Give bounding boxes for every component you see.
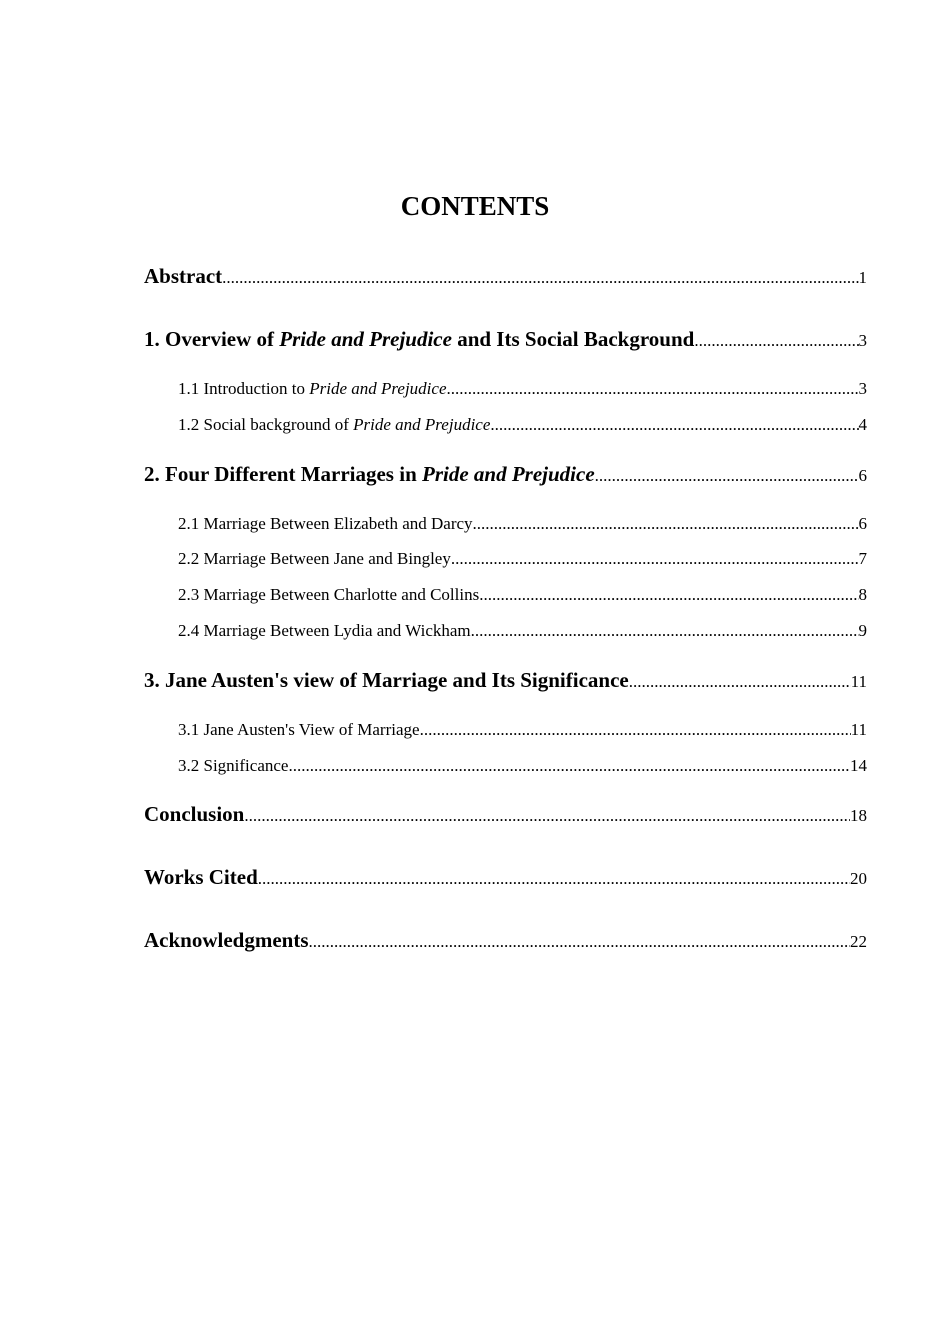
dot-leader [244,803,850,829]
page-title: CONTENTS [400,191,550,221]
toc-entry-acknowledgments[interactable] [144,927,867,955]
toc-entry-conclusion[interactable] [144,801,867,829]
dot-leader [451,548,859,570]
toc-entry-label: Acknowledgments [144,928,309,952]
toc-entry-label: 3.1 Jane Austen's View of Marriage [178,720,420,739]
toc-page-number: 3 [858,331,867,350]
dot-leader [288,755,850,777]
toc-entry-label: 3. Jane Austen's view of Marriage and Its Significance [144,668,629,692]
toc-page-number: 11 [850,720,867,739]
toc-entry-section-3-1[interactable] [178,719,867,741]
toc-entry-works-cited[interactable] [144,864,867,892]
dot-leader [420,719,851,741]
toc-entry-section-2-2[interactable] [178,548,867,570]
dot-leader [471,620,859,642]
toc-page-number: 8 [858,585,867,604]
toc-entry-label: 1.2 Social background of Pride and Prejudice [178,415,491,434]
toc-page-number: 18 [850,806,867,825]
toc-entry-section-1-1[interactable] [178,378,867,400]
dot-leader [490,414,858,436]
toc-page-number: 22 [850,932,867,951]
toc-entry-label: 2. Four Different Marriages in Pride and Prejudice [144,462,595,486]
dot-leader [629,669,851,695]
toc-entry-section-2-1[interactable] [178,513,867,535]
toc-entry-label: 2.2 Marriage Between Jane and Bingley [178,549,451,568]
toc-page-number: 20 [850,869,867,888]
toc-entry-section-2-4[interactable] [178,620,867,642]
toc-entry-abstract[interactable] [144,263,867,291]
toc-entry-chapter-2[interactable] [144,461,867,489]
toc-page-number: 3 [858,379,867,398]
toc-page-number: 9 [858,621,867,640]
toc-entry-label: 3.2 Significance [178,756,289,775]
dot-leader [258,866,850,892]
dot-leader [309,929,850,955]
toc-entry-chapter-1[interactable] [144,326,867,354]
toc-page-number: 14 [850,756,867,775]
toc-page-number: 6 [858,514,867,533]
toc-entry-label: Conclusion [144,802,245,826]
dot-leader [447,378,859,400]
toc-page-number: 11 [850,672,867,691]
toc-entry-section-1-2[interactable] [178,414,867,436]
dot-leader [222,265,858,291]
toc-page-number: 1 [858,268,867,287]
toc-entry-section-2-3[interactable] [178,584,867,606]
toc-entry-label: 2.1 Marriage Between Elizabeth and Darcy [178,514,473,533]
toc-entry-section-3-2[interactable] [178,755,867,777]
toc-entry-label: 1. Overview of Pride and Prejudice and Its Social Background [144,327,695,351]
toc-entry-label: Works Cited [144,865,258,889]
dot-leader [473,513,859,535]
toc-page-number: 7 [858,549,867,568]
dot-leader [694,328,858,354]
toc-entry-chapter-3[interactable] [144,667,867,695]
toc-entry-label: 2.3 Marriage Between Charlotte and Collins [178,585,480,604]
toc-page-number: 6 [858,466,867,485]
toc-entry-label: Abstract [144,264,223,288]
toc-entry-label: 1.1 Introduction to Pride and Prejudice [178,379,447,398]
toc-entry-label: 2.4 Marriage Between Lydia and Wickham [178,621,471,640]
dot-leader [595,463,859,489]
toc-page-number: 4 [858,415,867,434]
dot-leader [479,584,858,606]
